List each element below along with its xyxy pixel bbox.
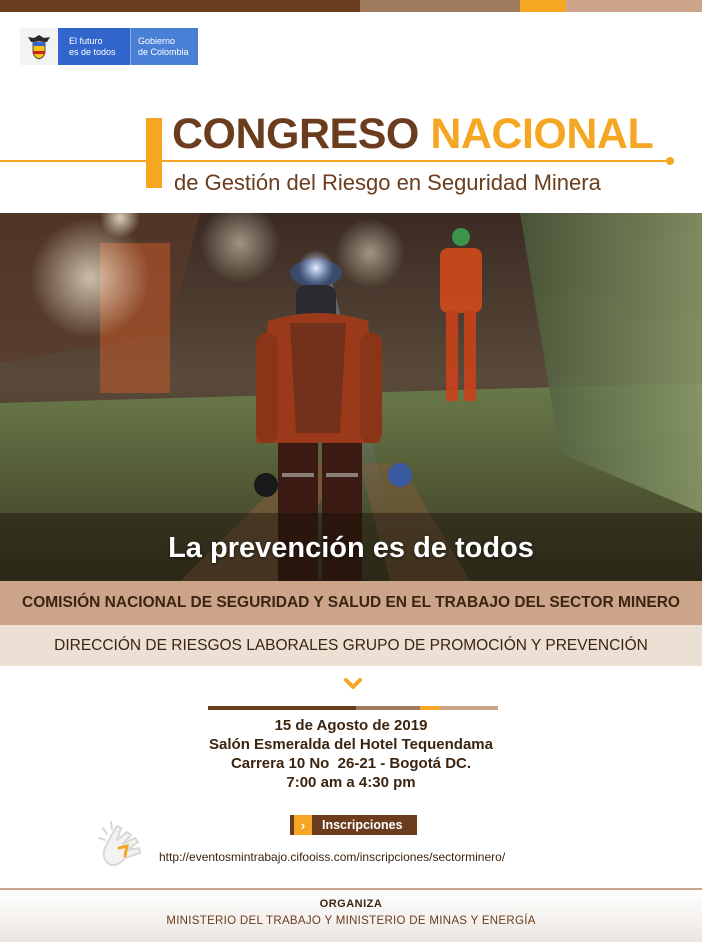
organiza-label: ORGANIZA: [319, 898, 383, 910]
registration-button-label: Inscripciones: [312, 815, 417, 835]
hand-pointer-icon: [97, 818, 153, 878]
event-venue: Salón Esmeralda del Hotel Tequendama: [209, 736, 493, 753]
top-color-bar: [0, 0, 702, 12]
divider-segment-dark: [208, 706, 356, 710]
event-date: 15 de Agosto de 2019: [274, 717, 428, 734]
commission-band: COMISIÓN NACIONAL DE SEGURIDAD Y SALUD EN EL TRABAJO DEL SECTOR MINERO: [0, 581, 702, 625]
gov-slogan-line1: El futuro: [69, 36, 103, 46]
top-bar-segment-dark: [0, 0, 360, 12]
chevron-down-icon: [342, 676, 364, 692]
divider-segment-mid: [356, 706, 420, 710]
gov-name-block: [130, 28, 198, 65]
title-accent-bar: [146, 118, 162, 188]
event-time: 7:00 am a 4:30 pm: [286, 774, 416, 791]
top-bar-segment-orange: [520, 0, 566, 12]
page-subtitle: de Gestión del Riesgo en Seguridad Minera: [174, 170, 601, 195]
divider-segment-tan: [440, 706, 498, 710]
event-address: Carrera 10 No 26-21 - Bogotá DC.: [230, 755, 472, 772]
gov-name-line1: Gobierno: [138, 36, 176, 46]
title-underline: [0, 160, 672, 162]
page-title: [172, 110, 653, 159]
divider-segment-orange: [420, 706, 440, 710]
gov-slogan-block: [58, 28, 130, 65]
registration-button[interactable]: [290, 815, 417, 835]
title-line-dot: [666, 157, 674, 165]
title-word-nacional: NACIONAL: [430, 110, 654, 158]
hero-miner-photo: [0, 213, 702, 581]
top-bar-segment-tan: [566, 0, 702, 12]
gov-slogan-line2: es de todos: [69, 47, 116, 57]
organizers-text: MINISTERIO DEL TRABAJO Y MINISTERIO DE MINAS Y ENERGÍA: [166, 915, 536, 927]
gov-name-line2: de Colombia: [138, 47, 189, 57]
event-details: [0, 716, 702, 792]
event-divider: [208, 706, 498, 710]
colombia-coat-of-arms-icon: [20, 28, 58, 65]
chevron-right-icon: ›: [290, 815, 312, 835]
hero-slogan: La prevención es de todos: [168, 532, 534, 564]
top-bar-segment-mid: [360, 0, 520, 12]
title-word-congreso: CONGRESO: [172, 110, 419, 158]
gov-colombia-logo[interactable]: [20, 28, 198, 65]
registration-url-link[interactable]: http://eventosmintrabajo.cifooiss.com/inscripciones/sectorminero/: [159, 850, 506, 864]
direction-band: DIRECCIÓN DE RIESGOS LABORALES GRUPO DE PROMOCIÓN Y PREVENCIÓN: [0, 625, 702, 666]
